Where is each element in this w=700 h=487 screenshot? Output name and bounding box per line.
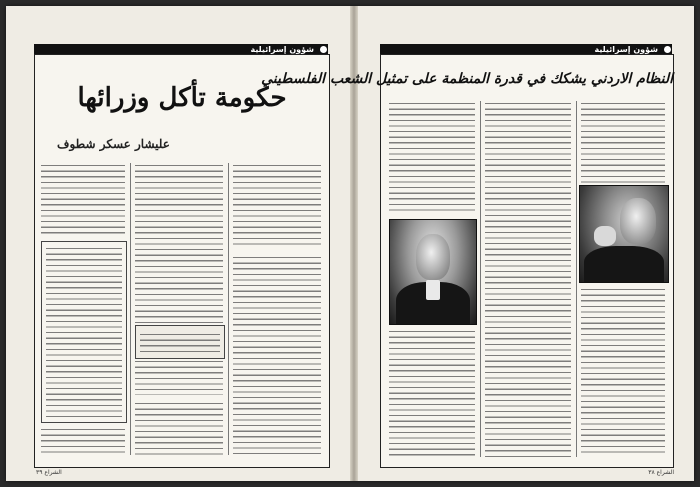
inline-box xyxy=(135,325,225,359)
text-column-1b xyxy=(233,255,321,455)
text-column-3b xyxy=(41,427,125,455)
right-section-label: شؤون إسرائيلية xyxy=(594,44,658,54)
text-column-3a xyxy=(41,163,125,235)
left-section-label: شؤون إسرائيلية xyxy=(250,44,314,54)
text-column-2b xyxy=(135,401,223,455)
left-article-frame xyxy=(34,54,330,468)
right-folio: الشراع ٣٨ xyxy=(648,469,674,476)
text-column-1a xyxy=(233,163,321,247)
right-headline: النظام الاردني يشكك في قدرة المنظمة على تمثيل الشعب الفلسطيني xyxy=(261,71,673,87)
right-article-frame xyxy=(261,54,674,468)
section-logo-icon xyxy=(319,45,328,54)
portrait-photo-elderly-man xyxy=(579,185,669,283)
text-column-2 xyxy=(135,163,223,395)
left-headline: حكومة تأكل وزرائها xyxy=(77,83,287,113)
magazine-spread xyxy=(6,6,694,481)
right-section-bar xyxy=(380,44,672,54)
sidebar-box xyxy=(41,241,127,423)
column-divider xyxy=(480,101,481,457)
column-divider xyxy=(576,101,577,457)
text-column-3b xyxy=(389,329,475,457)
column-divider xyxy=(228,163,229,455)
portrait-photo-man-in-suit xyxy=(389,219,477,325)
text-column-2 xyxy=(485,101,571,457)
left-section-bar xyxy=(34,44,328,54)
right-page xyxy=(261,6,694,481)
text-column-1b xyxy=(581,287,665,457)
text-column-1a xyxy=(581,101,665,183)
left-folio: الشراع ٣٩ xyxy=(36,469,62,476)
text-column-3a xyxy=(389,101,475,211)
left-byline: عليشار عسكر شطوف xyxy=(57,137,170,151)
column-divider xyxy=(130,163,131,455)
section-logo-icon xyxy=(663,45,672,54)
